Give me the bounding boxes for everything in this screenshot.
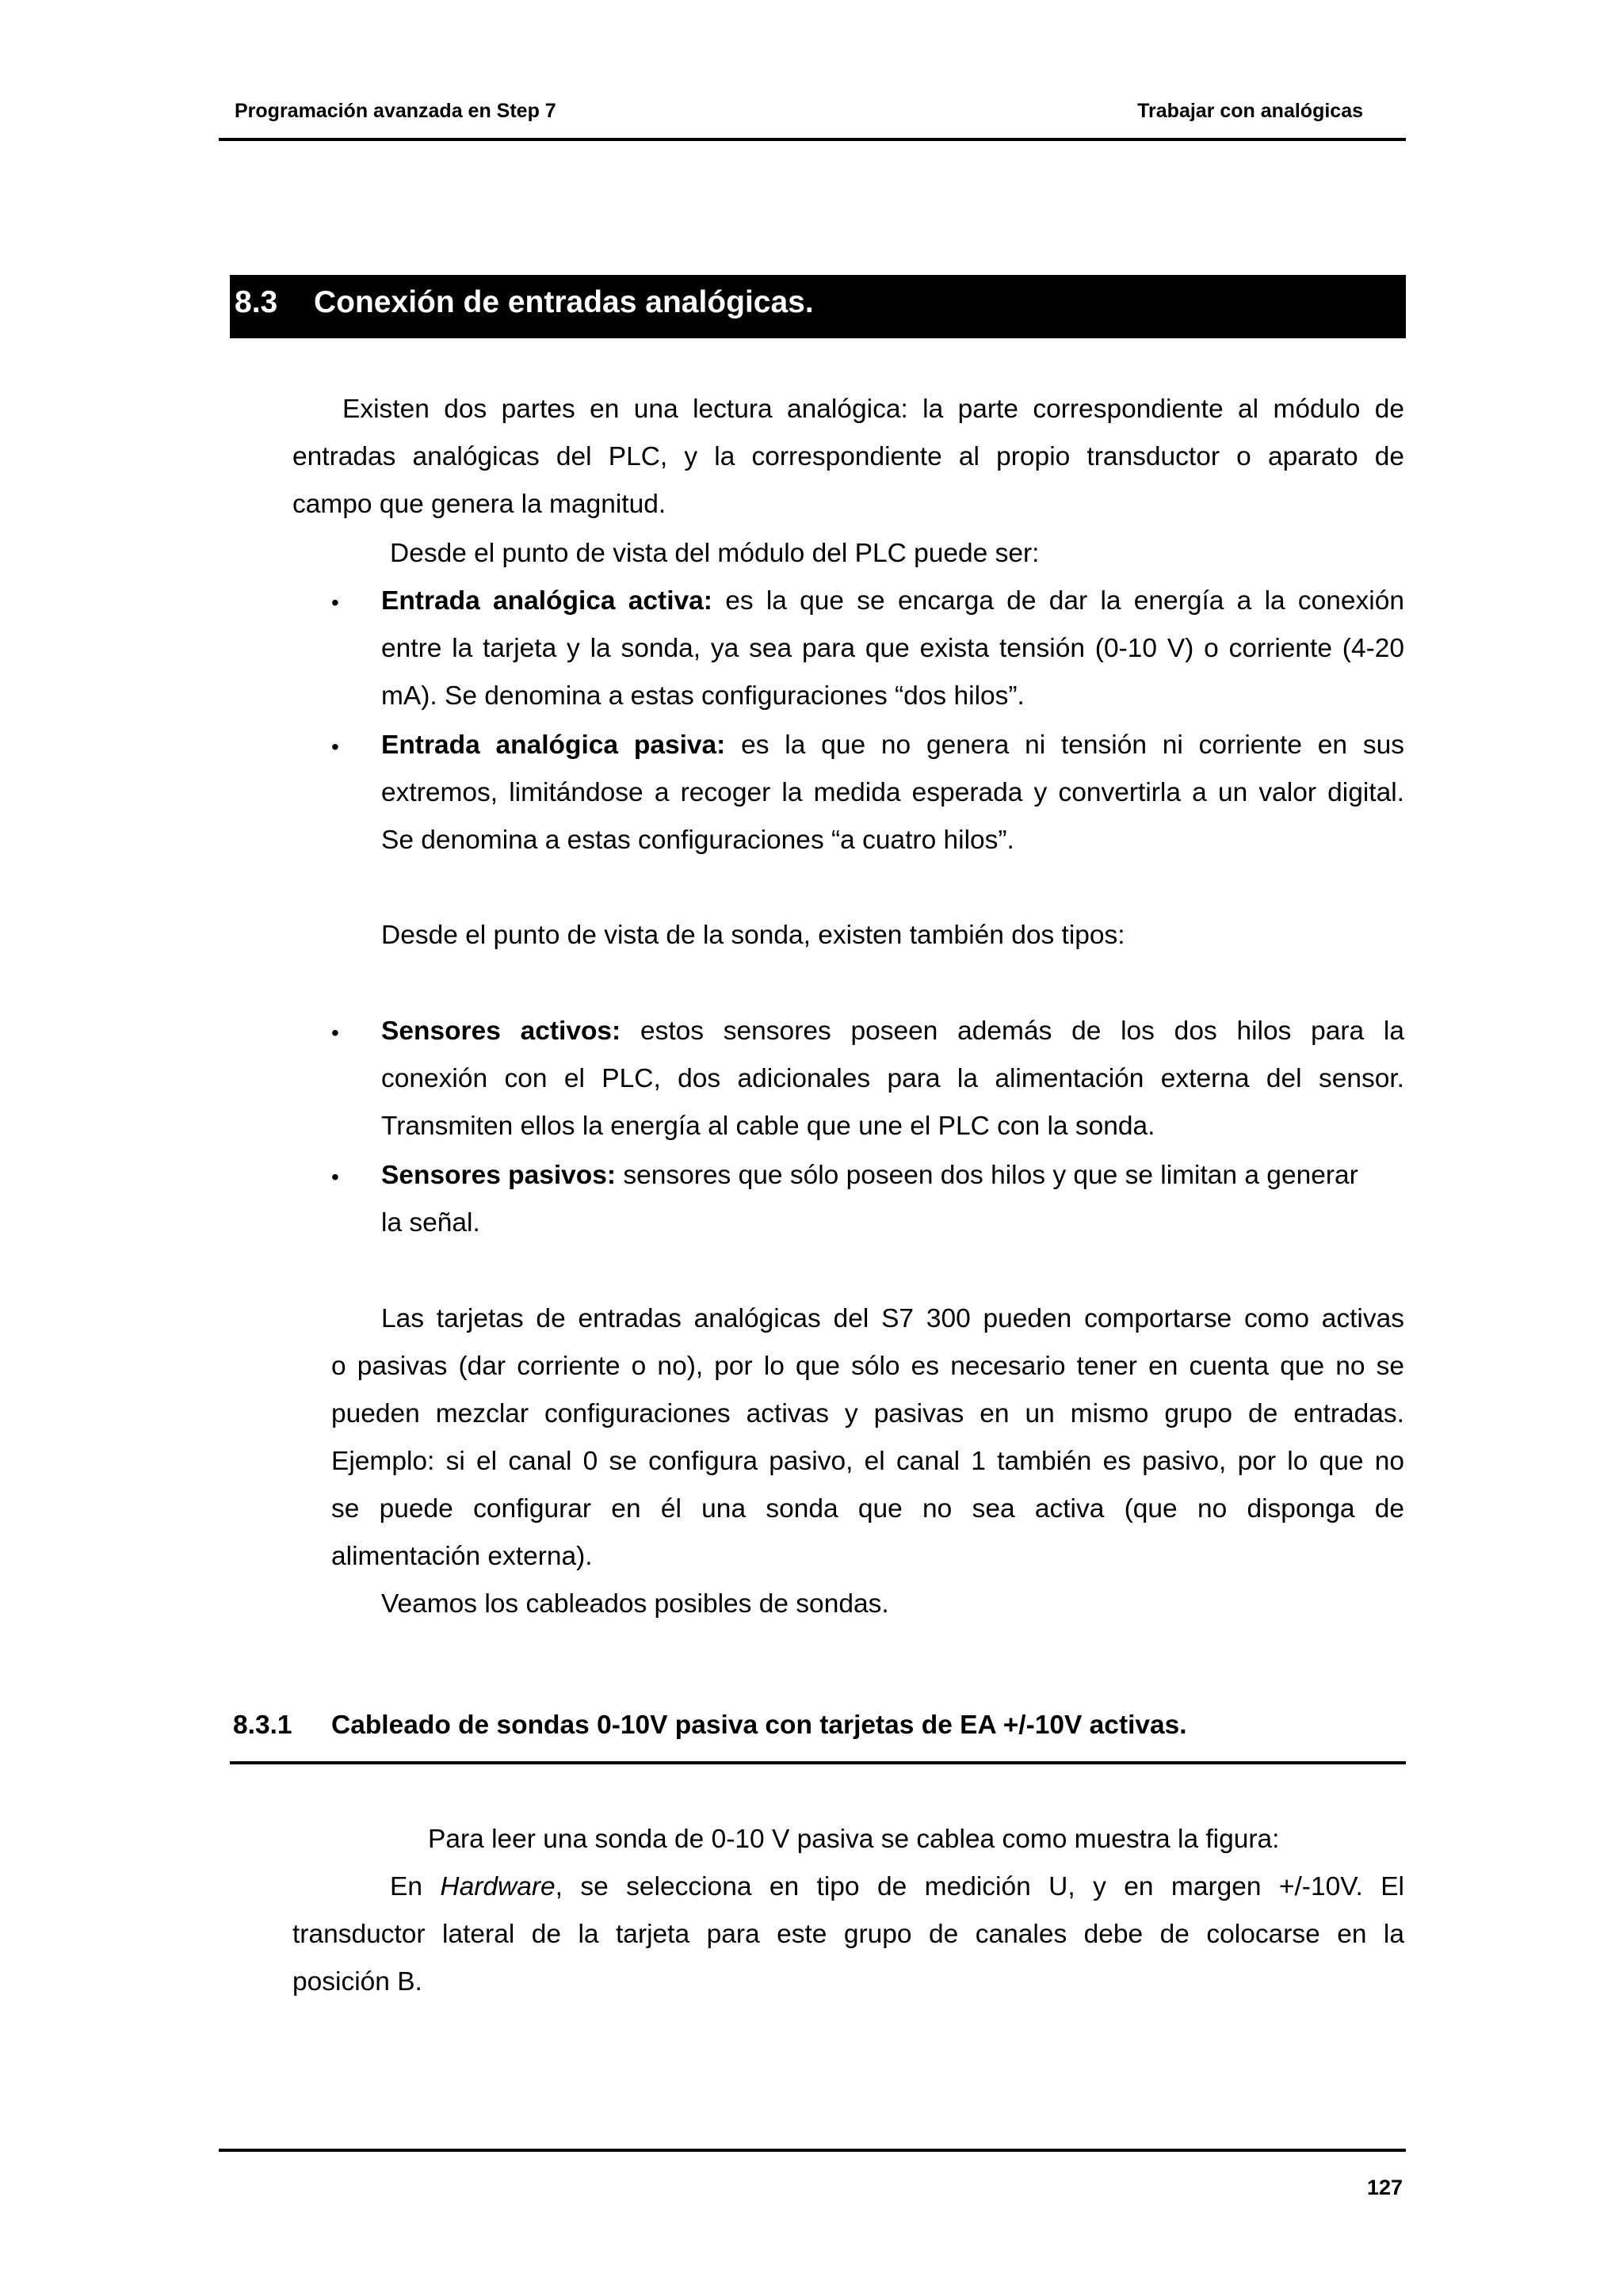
section-number: 8.3 — [235, 285, 278, 319]
page-number: 127 — [1366, 2176, 1403, 2199]
bullet-text: es la que se encarga de dar la energía a la conexión — [725, 586, 1404, 616]
paragraph-line: Las tarjetas de entradas analógicas del S7 300 pueden comportarse como activas — [381, 1304, 1404, 1333]
header-rule — [219, 138, 1406, 141]
text-run: En — [390, 1872, 422, 1901]
bullet-line — [381, 1016, 1404, 1047]
bullet-icon: • — [331, 734, 339, 759]
paragraph-line — [390, 1871, 1404, 1903]
paragraph-line: posición B. — [292, 1967, 422, 1997]
footer-rule — [219, 2149, 1406, 2152]
bullet-icon: • — [331, 1165, 339, 1189]
bullet-line: entre la tarjeta y la sonda, ya sea para que exista tensión (0-10 V) o corriente (4-20 — [381, 634, 1404, 663]
bullet-line: la señal. — [381, 1208, 480, 1238]
bullet-line — [381, 1160, 1358, 1192]
paragraph-line: transductor lateral de la tarjeta para este grupo de canales debe de colocarse en la — [292, 1920, 1404, 1949]
paragraph-line: pueden mezclar configuraciones activas y pasivas en un mismo grupo de entradas. — [331, 1399, 1404, 1428]
paragraph-line: entradas analógicas del PLC, y la correspondiente al propio transductor o aparato de — [292, 442, 1404, 471]
bullet-line: conexión con el PLC, dos adicionales para la alimentación externa del sensor. — [381, 1064, 1404, 1093]
subsection-rule — [230, 1761, 1406, 1764]
bullet-icon: • — [331, 590, 339, 615]
bullet-line: mA). Se denomina a estas configuraciones “dos hilos”. — [381, 681, 1025, 711]
bullet-term: Entrada analógica activa: — [381, 586, 712, 616]
paragraph-line: Para leer una sonda de 0-10 V pasiva se cablea como muestra la figura: — [428, 1825, 1280, 1854]
bullet-line: Se denomina a estas configuraciones “a cuatro hilos”. — [381, 826, 1014, 855]
paragraph-line: Desde el punto de vista de la sonda, existen también dos tipos: — [381, 921, 1125, 950]
bullet-text: es la que no genera ni tensión ni corriente en sus — [741, 730, 1404, 760]
subsection-title: Cableado de sondas 0-10V pasiva con tarjetas de EA +/-10V activas. — [331, 1711, 1187, 1740]
emphasis: Hardware — [440, 1872, 556, 1901]
paragraph-line: Ejemplo: si el canal 0 se configura pasivo, el canal 1 también es pasivo, por lo que no — [331, 1447, 1404, 1476]
bullet-icon: • — [331, 1020, 339, 1045]
bullet-term: Sensores pasivos: — [381, 1161, 617, 1190]
bullet-term: Sensores activos: — [381, 1016, 621, 1046]
bullet-line — [381, 730, 1404, 761]
bullet-line: extremos, limitándose a recoger la medida esperada y convertirla a un valor digital. — [381, 778, 1404, 807]
paragraph-line: o pasivas (dar corriente o no), por lo que sólo es necesario tener en cuenta que no se — [331, 1352, 1404, 1381]
bullet-line: Transmiten ellos la energía al cable que une el PLC con la sonda. — [381, 1112, 1155, 1141]
paragraph-line: campo que genera la magnitud. — [292, 490, 666, 519]
paragraph-line: Desde el punto de vista del módulo del PLC puede ser: — [390, 539, 1040, 568]
text-run: , se selecciona en tipo de medición U, y en margen +/-10V. El — [555, 1872, 1404, 1901]
section-heading — [230, 275, 1406, 338]
bullet-text: estos sensores poseen además de los dos hilos para la — [640, 1016, 1404, 1046]
paragraph-line: alimentación externa). — [331, 1542, 593, 1571]
section-title: Conexión de entradas analógicas. — [314, 285, 814, 319]
paragraph-line: Veamos los cableados posibles de sondas. — [381, 1589, 889, 1619]
bullet-term: Entrada analógica pasiva: — [381, 730, 726, 760]
bullet-line — [381, 585, 1404, 617]
running-header-left: Programación avanzada en Step 7 — [235, 100, 556, 122]
running-header-right: Trabajar con analógicas — [1137, 100, 1363, 122]
subsection-number: 8.3.1 — [233, 1711, 292, 1740]
bullet-text: sensores que sólo poseen dos hilos y que se limitan a generar — [623, 1161, 1358, 1190]
paragraph-line: Existen dos partes en una lectura analógica: la parte correspondiente al módulo de — [342, 395, 1404, 424]
paragraph-line: se puede configurar en él una sonda que no sea activa (que no disponga de — [331, 1494, 1404, 1524]
